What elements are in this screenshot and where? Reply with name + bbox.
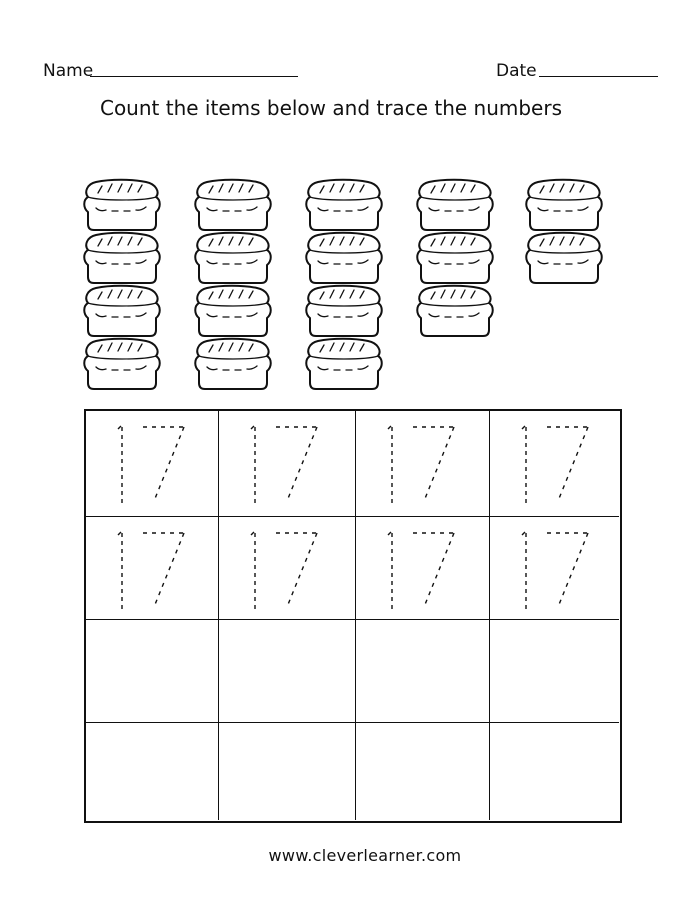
dotted-number-trace (490, 517, 620, 621)
tracing-cell[interactable] (86, 517, 219, 620)
bread-loaf-icon (302, 178, 386, 234)
blank-writing-cell[interactable] (219, 620, 356, 723)
tracing-cell[interactable] (356, 517, 490, 620)
bread-loaf-icon (191, 284, 275, 340)
bread-loaf-icon (413, 231, 497, 287)
items-group (0, 0, 700, 400)
bread-loaf-icon (522, 178, 606, 234)
blank-writing-cell[interactable] (490, 723, 619, 820)
tracing-cell[interactable] (490, 411, 619, 517)
dotted-number-trace (356, 411, 486, 515)
tracing-grid (84, 409, 622, 823)
bread-loaf-icon (522, 231, 606, 287)
bread-loaf-icon (302, 337, 386, 393)
tracing-cell[interactable] (490, 517, 619, 620)
bread-loaf-icon (413, 284, 497, 340)
footer-url: www.cleverlearner.com (268, 846, 462, 865)
dotted-number-trace (86, 411, 216, 515)
bread-loaf-icon (302, 284, 386, 340)
bread-loaf-icon (80, 284, 164, 340)
name-label: Name (43, 61, 94, 81)
dotted-number-trace (490, 411, 620, 515)
tracing-cell[interactable] (86, 411, 219, 517)
bread-loaf-icon (191, 178, 275, 234)
blank-writing-cell[interactable] (490, 620, 619, 723)
tracing-cell[interactable] (219, 517, 356, 620)
bread-loaf-icon (191, 337, 275, 393)
blank-writing-cell[interactable] (86, 620, 219, 723)
date-label: Date (496, 61, 537, 81)
bread-loaf-icon (80, 178, 164, 234)
dotted-number-trace (356, 517, 486, 621)
blank-writing-cell[interactable] (86, 723, 219, 820)
dotted-number-trace (219, 411, 349, 515)
bread-loaf-icon (80, 337, 164, 393)
tracing-cell[interactable] (219, 411, 356, 517)
bread-loaf-icon (191, 231, 275, 287)
tracing-cell[interactable] (356, 411, 490, 517)
blank-writing-cell[interactable] (219, 723, 356, 820)
blank-writing-cell[interactable] (356, 620, 490, 723)
bread-loaf-icon (80, 231, 164, 287)
dotted-number-trace (86, 517, 216, 621)
dotted-number-trace (219, 517, 349, 621)
instructions-text: Count the items below and trace the numbers (99, 96, 563, 120)
bread-loaf-icon (413, 178, 497, 234)
blank-writing-cell[interactable] (356, 723, 490, 820)
bread-loaf-icon (302, 231, 386, 287)
